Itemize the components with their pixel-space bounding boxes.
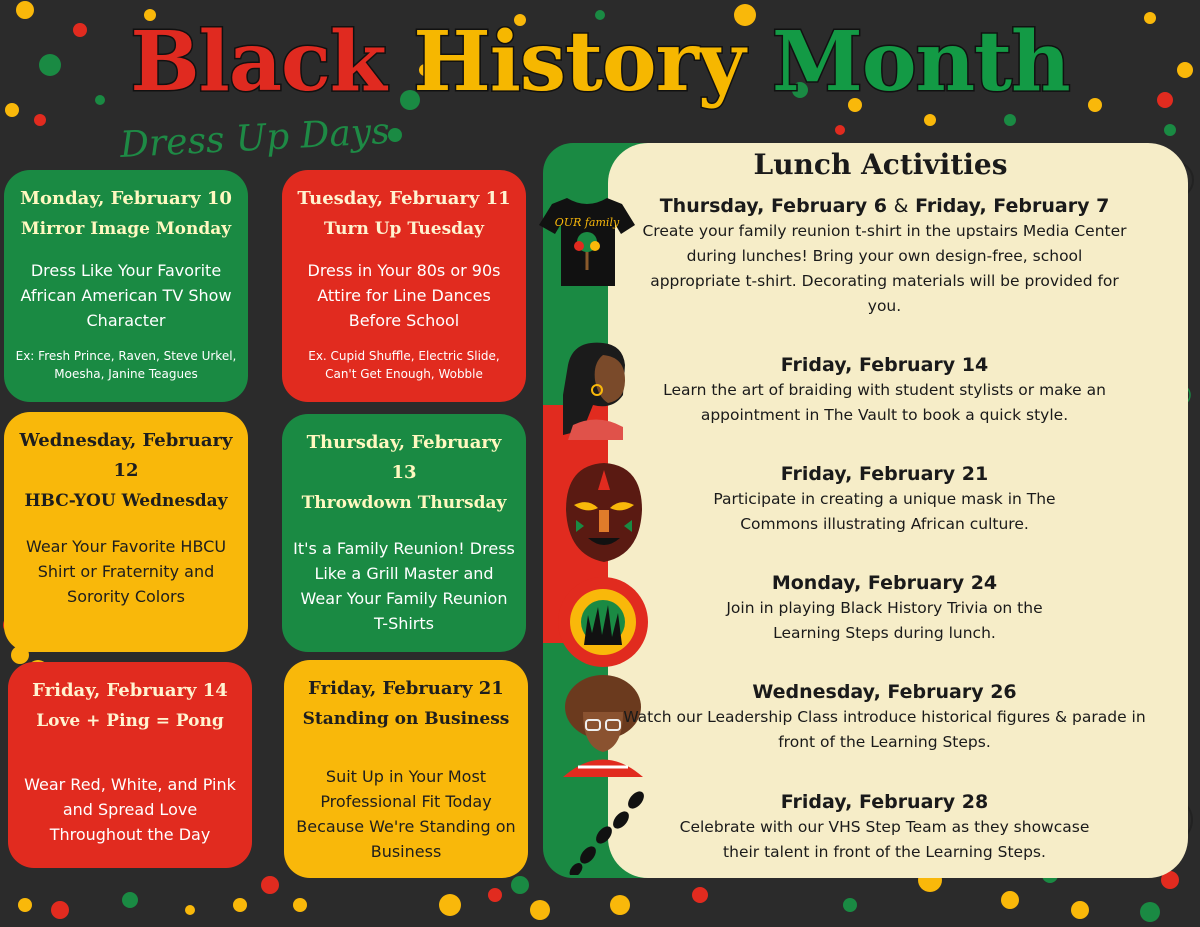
title-word-month: Month: [772, 14, 1070, 110]
lunch-event-description: Watch our Leadership Class introduce historical figures & parade in front of the Learning Steps.: [623, 708, 1146, 751]
card-description: Wear Your Favorite HBCU Shirt or Fraternity and Sorority Colors: [25, 537, 227, 606]
card-day: Friday, February 21: [308, 678, 504, 699]
lunch-event-description: Celebrate with our VHS Step Team as they showcase their talent in front of the Learning Steps.: [679, 818, 1090, 861]
card-theme: Turn Up Tuesday: [324, 219, 484, 239]
card-theme: Love + Ping = Pong: [36, 711, 224, 731]
page-subtitle: Dress Up Days: [119, 110, 391, 167]
card-description: Dress Like Your Favorite African American TV Show Character: [20, 261, 232, 330]
card-day: Monday, February 10: [20, 188, 232, 209]
card-description: It's a Family Reunion! Dress Like a Grill Master and Wear Your Family Reunion T-Shirts: [293, 539, 515, 633]
lunch-event: [622, 193, 1147, 319]
card-example: Ex. Cupid Shuffle, Electric Slide, Can't Get Enough, Wobble: [308, 349, 500, 381]
card-day: Tuesday, February 11: [297, 188, 511, 209]
card-description: Dress in Your 80s or 90s Attire for Line Dances Before School: [307, 261, 501, 330]
card-wednesday: [4, 412, 248, 652]
card-description: Wear Red, White, and Pink and Spread Love Throughout the Day: [24, 775, 236, 844]
title-word-history: History: [413, 14, 745, 110]
lunch-title: Lunch Activities: [753, 148, 1008, 181]
card-day: Wednesday, February 12: [19, 430, 233, 481]
lunch-event: [622, 789, 1147, 865]
lunch-event-date: Friday, February 28: [780, 791, 989, 813]
title-word-black: Black: [130, 14, 386, 110]
card-theme: Standing on Business: [302, 709, 510, 729]
lunch-event-date-1: Thursday, February 6: [659, 195, 887, 217]
card-thursday: [282, 414, 526, 652]
card-friday-14: [8, 662, 252, 868]
lunch-event: [622, 570, 1147, 646]
card-day: Friday, February 14: [32, 680, 228, 701]
lunch-event-date: Friday, February 14: [780, 354, 989, 376]
card-theme: Mirror Image Monday: [20, 219, 232, 239]
lunch-event-ampersand: &: [893, 195, 909, 217]
card-theme: Throwdown Thursday: [301, 493, 507, 513]
lunch-event-date: [622, 193, 1147, 219]
lunch-event-date: Wednesday, February 26: [752, 681, 1017, 703]
lunch-event: [622, 461, 1147, 537]
card-example: Ex: Fresh Prince, Raven, Steve Urkel, Moesha, Janine Teagues: [15, 349, 237, 381]
card-day: Thursday, February 13: [306, 432, 502, 483]
card-friday-21: [284, 660, 528, 878]
lunch-event-description: Participate in creating a unique mask in The Commons illustrating African culture.: [713, 490, 1056, 533]
lunch-event-description: Create your family reunion t-shirt in the upstairs Media Center during lunches! Bring your own design-free, school appropriate t-shirt. Decorating materials will be provided for you.: [642, 222, 1127, 315]
card-description: Suit Up in Your Most Professional Fit Today Because We're Standing on Business: [296, 767, 516, 861]
card-theme: HBC-YOU Wednesday: [24, 491, 228, 511]
lunch-event-description: Learn the art of braiding with student stylists or make an appointment in The Vault to book a quick style.: [663, 381, 1106, 424]
lunch-event-description: Join in playing Black History Trivia on the Learning Steps during lunch.: [726, 599, 1043, 642]
lunch-event-date-2: Friday, February 7: [915, 195, 1110, 217]
page-title: [0, 12, 1200, 112]
lunch-event-date: Friday, February 21: [780, 463, 989, 485]
lunch-event: [622, 679, 1147, 755]
card-monday: [4, 170, 248, 402]
tshirt-text: OUR family: [554, 216, 620, 229]
lunch-event-date: Monday, February 24: [771, 572, 998, 594]
card-tuesday: [282, 170, 526, 402]
lunch-event: [622, 352, 1147, 428]
